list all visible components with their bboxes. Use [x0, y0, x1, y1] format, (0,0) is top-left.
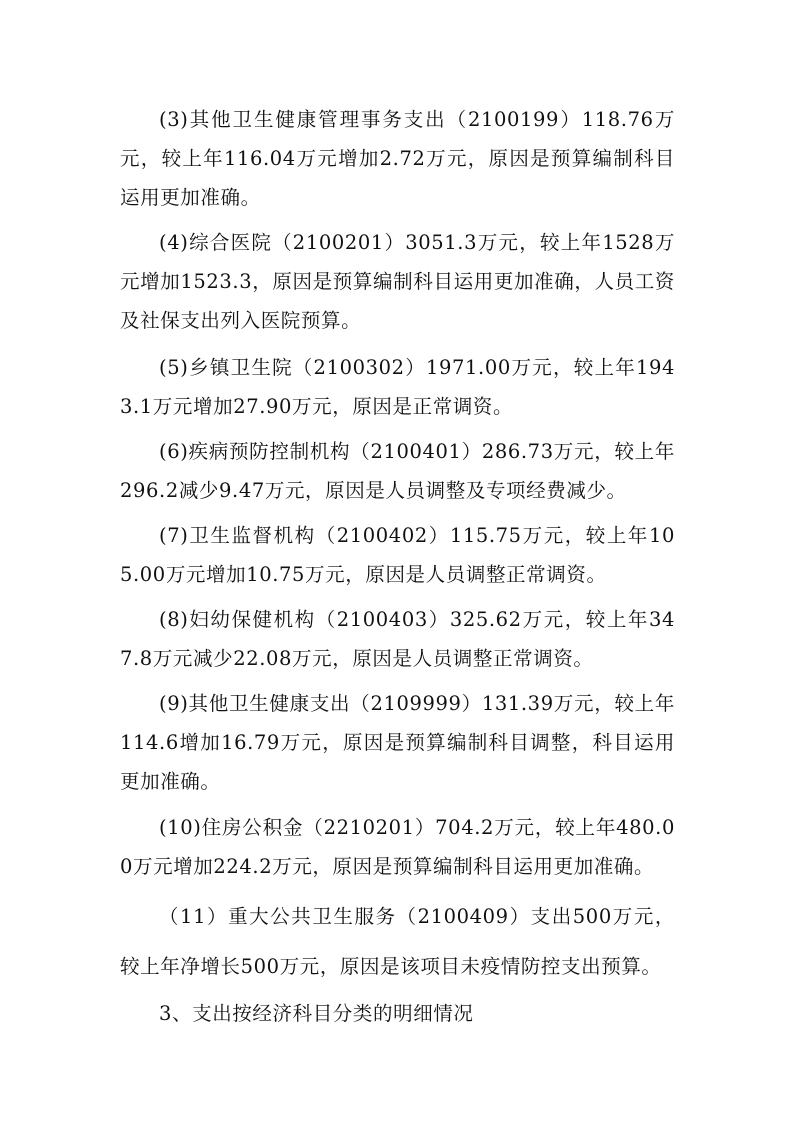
paragraph-maternal-child-health: (8)妇幼保健机构（2100403）325.62万元，较上年347.8万元减少22.08万元，原因是人员调整正常调资。 [120, 608, 675, 670]
section-heading-economic-classification: 3、支出按经济科目分类的明细情况 [159, 1002, 474, 1025]
paragraph-general-hospital: (4)综合医院（2100201）3051.3万元，较上年1528万元增加1523.3，原因是预算编制科目运用更加准确，人员工资及社保支出列入医院预算。 [120, 231, 675, 332]
paragraph-other-health-expenditure: (9)其他卫生健康支出（2109999）131.39万元，较上年114.6增加16.79万元，原因是预算编制科目调整，科目运用更加准确。 [120, 692, 675, 793]
paragraph-major-public-health: （11）重大公共卫生服务（2100409）支出500万元，较上年净增长500万元，原因是该项目未疫情防控支出预算。 [120, 905, 675, 978]
paragraph-disease-control: (6)疾病预防控制机构（2100401）286.73万元，较上年296.2减少9.47万元，原因是人员调整及专项经费减少。 [120, 440, 675, 502]
paragraph-health-supervision: (7)卫生监督机构（2100402）115.75万元，较上年105.00万元增加10.75万元，原因是人员调整正常调资。 [120, 524, 675, 586]
paragraph-township-health-center: (5)乡镇卫生院（2100302）1971.00万元，较上年1943.1万元增加27.90万元，原因是正常调资。 [120, 356, 675, 418]
paragraph-other-health-admin: (3)其他卫生健康管理事务支出（2100199）118.76万元，较上年116.04万元增加2.72万元，原因是预算编制科目运用更加准确。 [120, 108, 675, 209]
paragraph-housing-fund: (10)住房公积金（2210201）704.2万元，较上年480.00万元增加224.2万元，原因是预算编制科目运用更加准确。 [120, 816, 675, 878]
